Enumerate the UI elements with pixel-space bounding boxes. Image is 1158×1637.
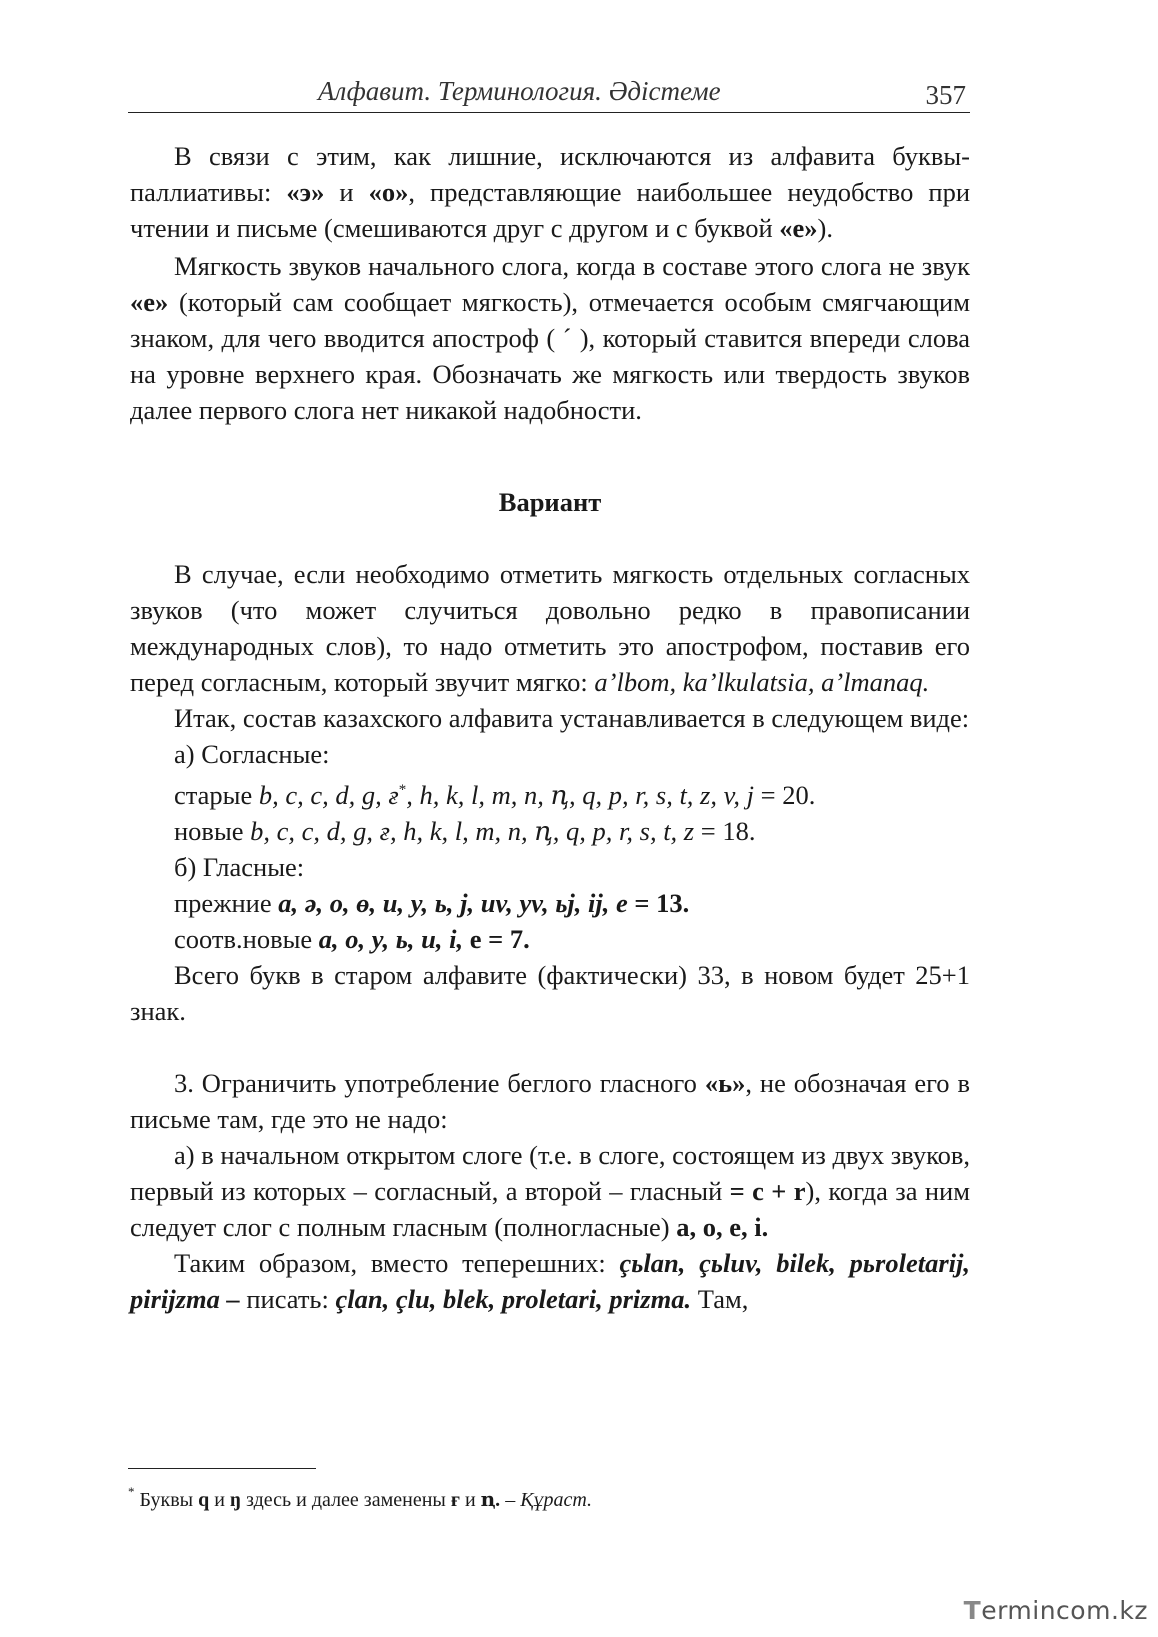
page-body: [130, 138, 970, 1317]
footnote-divider: [128, 1468, 316, 1469]
vowels-title: б) Гласные:: [174, 851, 305, 882]
paragraph-variant: В случае, если необходимо отметить мягкость отдельных согласных звуков (что может случиться довольно редко в правописании международных слов), то надо отметить это апострофом, поставив его перед согласным, который звучит мягко: a’lbom, ka’lkulatsia, a’lmanaq.: [130, 559, 970, 697]
former-vowels-line: прежние a, ə, o, ɵ, u, y, ь, j, uv, yv, ьj, ij, e = 13.: [174, 887, 690, 918]
old-consonants-line: старые b, c, c, d, g, ғ*, h, k, l, m, n, ꞑ, q, p, r, s, t, z, v, j = 20.: [174, 779, 816, 810]
paragraph-examples: Таким образом, вместо теперешних: çьlan, çьluv, bilek, pьroletarij, pirijzma – писать: çlan, çlu, blek, proletari, prizma. Там,: [130, 1247, 970, 1314]
paragraph-alphabet-composition: Итак, состав казахского алфавита устанавливается в следующем виде:: [174, 703, 970, 733]
new-consonants-line: новые b, c, c, d, g, ғ, h, k, l, m, n, ꞑ, q, p, r, s, t, z = 18.: [174, 815, 756, 846]
new-vowels-line: соотв.новые a, o, y, ь, u, i, e = 7.: [174, 923, 530, 954]
footnote: * Буквы q и ŋ здесь и далее заменены ғ и ꞑ. – Құраст.: [128, 1484, 593, 1511]
paragraph-point-3: 3. Ограничить употребление беглого гласного «ь», не обозначая его в письме там, где это не надо:: [130, 1067, 970, 1134]
consonants-title: а) Согласные:: [174, 739, 330, 769]
paragraph-exclusions: В связи с этим, как лишние, исключаются из алфавита буквы-паллиативы: «э» и «о», представляющие наибольшее неудобство при чтении и письме (смешиваются друг с другом и с буквой «е»).: [130, 141, 971, 243]
running-title: Алфавит. Терминология. Әдістеме: [318, 76, 721, 106]
running-header: [128, 74, 970, 113]
paragraph-softness: Мягкость звуков начального слога, когда в составе этого слога не звук «е» (который сам сообщает мягкость), отмечается особым смягчающим знаком, для чего вводится апостроф ( ˊ ), который ставится впереди слова на уровне верхнего края. Обозначать же мягкость или твердость звуков далее первого слога нет никакой надобности.: [130, 251, 970, 425]
section-heading: Вариант: [498, 487, 602, 517]
page-number: 357: [925, 80, 966, 110]
site-watermark-logo: Termincom.kz: [963, 1596, 1148, 1625]
paragraph-open-syllable: а) в начальном открытом слоге (т.е. в слоге, состоящем из двух звуков, первый из которых – согласный, а второй – гласный = c + r), когда за ним следует слог с полным гласным (полногласные) a, o, e, i.: [130, 1139, 970, 1242]
paragraph-letter-count: Всего букв в старом алфавите (фактически) 33, в новом будет 25+1 знак.: [130, 959, 970, 1026]
